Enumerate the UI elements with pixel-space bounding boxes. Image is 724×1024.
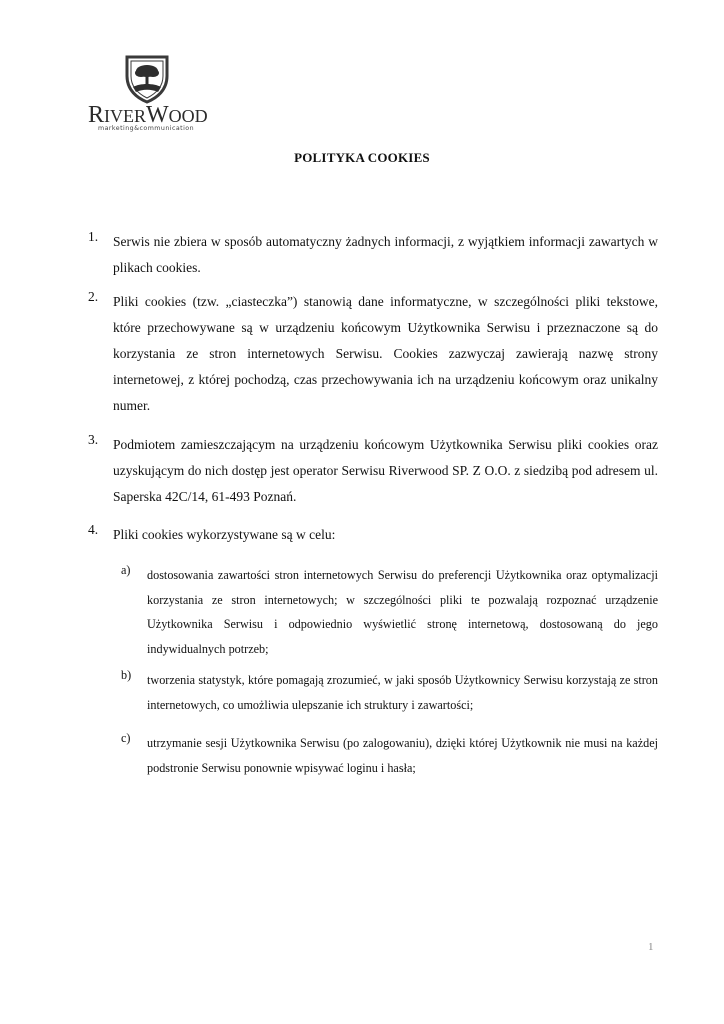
list-item — [88, 289, 658, 419]
list-item — [88, 432, 658, 510]
brand-tagline: marketing&communication — [98, 125, 195, 132]
shield-tree-icon — [124, 54, 170, 104]
brand-name: RIVERWOOD — [88, 102, 208, 128]
sub-item-text: dostosowania zawartości stron internetowych Serwisu do preferencji Użytkownika oraz optymalizacji korzystania ze stron internetowych; w szczególności pliki te pozwalają rozpoznać urządzenie Użytkownika Serwisu i odpowiednio wyświetlić stronę internetową, dostosowaną do jego indywidualnych potrzeb; — [147, 568, 658, 656]
list-item — [88, 229, 658, 281]
item-text: Pliki cookies wykorzystywane są w celu: — [113, 527, 336, 542]
page-number: 1 — [648, 941, 654, 953]
sub-list-item — [121, 731, 658, 780]
page-title: POLITYKA COOKIES — [294, 150, 430, 165]
item-number: 4. — [88, 522, 99, 537]
sub-item-letter: b) — [121, 668, 132, 682]
sub-list-item — [121, 668, 658, 717]
list-item — [88, 522, 658, 548]
sub-item-letter: a) — [121, 563, 131, 577]
item-text: Podmiotem zamieszczającym na urządzeniu końcowym Użytkownika Serwisu pliki cookies oraz uzyskującym do nich dostęp jest operator Serwisu Riverwood SP. Z O.O. z siedzibą pod adresem ul. Saperska 42C/14, 61-493 Poznań. — [113, 437, 658, 504]
sub-item-text: utrzymanie sesji Użytkownika Serwisu (po zalogowaniu), dzięki której Użytkownik nie musi na każdej podstronie Serwisu ponownie wpisywać loginu i hasła; — [147, 736, 658, 775]
item-number: 2. — [88, 289, 99, 304]
item-text: Pliki cookies (tzw. „ciasteczka”) stanowią dane informatyczne, w szczególności pliki tekstowe, które przechowywane są w urządzeniu końcowym Użytkownika Serwisu i przeznaczone są do korzystania ze stron internetowych Serwisu. Cookies zazwyczaj zawierają nazwę strony internetowej, z której pochodzą, czas przechowywania ich na urządzeniu końcowym oraz unikalny numer. — [113, 294, 658, 413]
sub-item-text: tworzenia statystyk, które pomagają zrozumieć, w jaki sposób Użytkownicy Serwisu korzystają ze stron internetowych, co umożliwia ulepszanie ich struktury i zawartości; — [147, 673, 658, 712]
sub-item-letter: c) — [121, 731, 131, 745]
item-number: 1. — [88, 229, 99, 244]
item-number: 3. — [88, 432, 99, 447]
item-text: Serwis nie zbiera w sposób automatyczny żadnych informacji, z wyjątkiem informacji zawartych w plikach cookies. — [113, 234, 658, 275]
sub-list-item — [121, 563, 658, 661]
